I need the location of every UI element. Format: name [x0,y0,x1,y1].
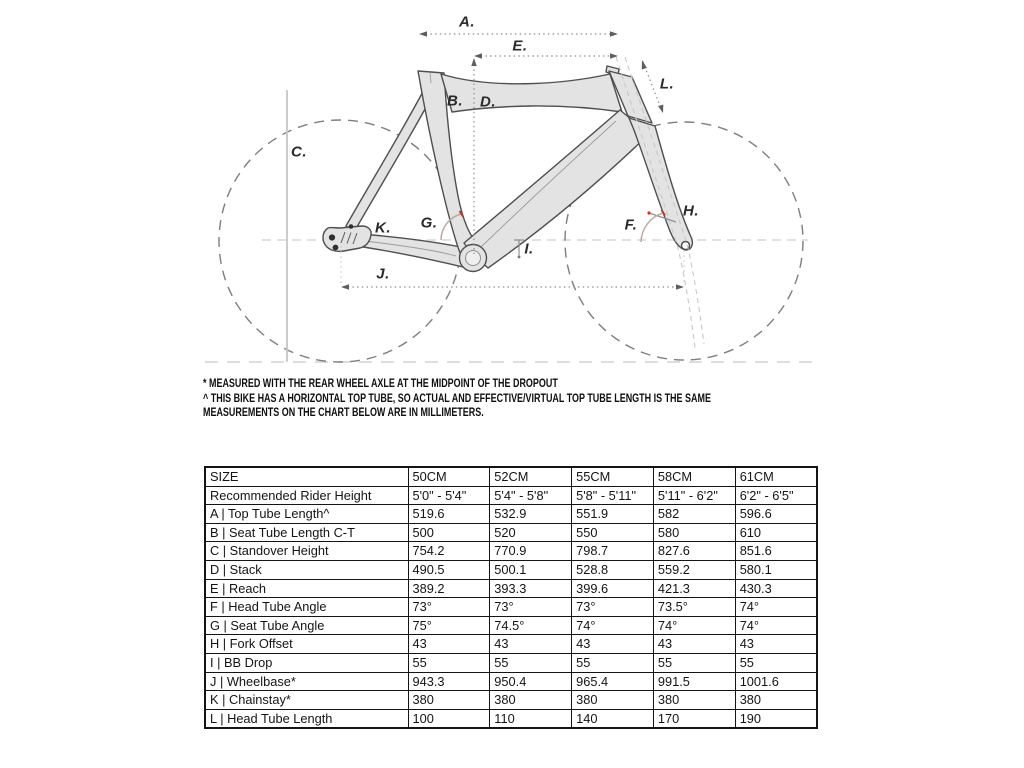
dim-label-E: E. [512,37,528,55]
dim-label-G: G. [420,214,438,232]
table-cell: 43 [572,635,654,654]
table-row [205,709,817,728]
table-cell: 190 [735,709,817,728]
table-cell: 74.5° [490,616,572,635]
table-row [205,542,817,561]
table-cell: 991.5 [653,672,735,691]
table-cell: 430.3 [735,579,817,598]
dim-label-H: H. [683,202,699,220]
dim-label-F: F. [624,216,638,234]
table-row [205,579,817,598]
table-row [205,598,817,617]
table-cell: 43 [490,635,572,654]
table-cell: 43 [653,635,735,654]
footnotes [203,377,711,421]
table-cell: 73.5° [653,598,735,617]
table-cell: 55 [408,653,490,672]
table-cell: 610 [735,523,817,542]
table-cell: 582 [653,505,735,524]
table-cell: 55CM [572,467,654,486]
table-cell: 55 [572,653,654,672]
table-cell: 551.9 [572,505,654,524]
table-cell: 500.1 [490,560,572,579]
top-tube [441,74,622,112]
dim-label-L: L. [659,75,675,93]
table-cell: 73° [572,598,654,617]
table-cell: 140 [572,709,654,728]
row-label-cell: J | Wheelbase* [205,672,408,691]
seat-stay [346,84,436,232]
table-cell: 770.9 [490,542,572,561]
table-cell: 52CM [490,467,572,486]
table-cell: 55 [490,653,572,672]
table-cell: 6'2" - 6'5" [735,486,817,505]
table-cell: 596.6 [735,505,817,524]
table-row [205,486,817,505]
table-cell: 550 [572,523,654,542]
geometry-table-container [204,466,818,729]
column-header-cell: SIZE [205,467,408,486]
table-cell: 74° [735,616,817,635]
table-cell: 827.6 [653,542,735,561]
geometry-table [204,466,818,729]
table-cell: 559.2 [653,560,735,579]
table-cell: 110 [490,709,572,728]
table-cell: 380 [408,691,490,710]
row-label-cell: C | Standover Height [205,542,408,561]
table-cell: 50CM [408,467,490,486]
frame [323,66,692,272]
row-label-cell: Recommended Rider Height [205,486,408,505]
row-label-cell: I | BB Drop [205,653,408,672]
table-cell: 851.6 [735,542,817,561]
table-cell: 380 [490,691,572,710]
table-cell: 1001.6 [735,672,817,691]
table-cell: 380 [735,691,817,710]
row-label-cell: F | Head Tube Angle [205,598,408,617]
table-cell: 73° [490,598,572,617]
table-cell: 798.7 [572,542,654,561]
table-cell: 74° [653,616,735,635]
table-cell: 61CM [735,467,817,486]
table-row [205,523,817,542]
table-row [205,505,817,524]
row-label-cell: E | Reach [205,579,408,598]
table-cell: 5'11" - 6'2" [653,486,735,505]
table-cell: 532.9 [490,505,572,524]
row-label-cell: H | Fork Offset [205,635,408,654]
table-cell: 490.5 [408,560,490,579]
table-row [205,560,817,579]
dim-label-D: D. [480,93,496,111]
table-cell: 55 [653,653,735,672]
table-cell: 389.2 [408,579,490,598]
dim-label-B: B. [447,92,463,110]
bottom-bracket-bore [466,251,481,266]
table-cell: 5'0" - 5'4" [408,486,490,505]
table-cell: 43 [735,635,817,654]
table-row [205,653,817,672]
table-cell: 5'4" - 5'8" [490,486,572,505]
footnote-line: MEASUREMENTS ON THE CHART BELOW ARE IN MILLIMETERS. [203,407,484,419]
table-cell: 399.6 [572,579,654,598]
dim-label-K: K. [375,219,391,237]
row-label-cell: L | Head Tube Length [205,709,408,728]
down-tube [464,110,649,268]
footnote-line: ^ THIS BIKE HAS A HORIZONTAL TOP TUBE, SO ACTUAL AND EFFECTIVE/VIRTUAL TOP TUBE LENGTH IS THE SAME [203,392,711,405]
table-cell: 580 [653,523,735,542]
table-cell: 5'8" - 5'11" [572,486,654,505]
footnote-line: * MEASURED WITH THE REAR WHEEL AXLE AT THE MIDPOINT OF THE DROPOUT [203,378,558,390]
table-cell: 500 [408,523,490,542]
table-cell: 73° [408,598,490,617]
row-label-cell: B | Seat Tube Length C-T [205,523,408,542]
table-cell: 520 [490,523,572,542]
table-cell: 55 [735,653,817,672]
table-row [205,616,817,635]
table-cell: 965.4 [572,672,654,691]
table-row [205,467,817,486]
row-label-cell: A | Top Tube Length^ [205,505,408,524]
table-row [205,672,817,691]
table-row [205,635,817,654]
table-cell: 75° [408,616,490,635]
dim-label-A: A. [459,13,475,31]
table-cell: 58CM [653,467,735,486]
table-cell: 519.6 [408,505,490,524]
table-row [205,691,817,710]
table-cell: 754.2 [408,542,490,561]
table-cell: 380 [653,691,735,710]
table-cell: 580.1 [735,560,817,579]
table-cell: 74° [735,598,817,617]
table-cell: 43 [408,635,490,654]
table-cell: 528.8 [572,560,654,579]
row-label-cell: G | Seat Tube Angle [205,616,408,635]
dim-label-I: I. [524,240,534,258]
table-cell: 170 [653,709,735,728]
table-cell: 421.3 [653,579,735,598]
row-label-cell: D | Stack [205,560,408,579]
table-cell: 380 [572,691,654,710]
head-tube-angle-arc [641,213,663,242]
table-cell: 100 [408,709,490,728]
row-label-cell: K | Chainstay* [205,691,408,710]
dim-label-C: C. [291,143,307,161]
dim-label-J: J. [376,265,390,283]
table-cell: 74° [572,616,654,635]
table-cell: 950.4 [490,672,572,691]
table-cell: 393.3 [490,579,572,598]
table-cell: 943.3 [408,672,490,691]
